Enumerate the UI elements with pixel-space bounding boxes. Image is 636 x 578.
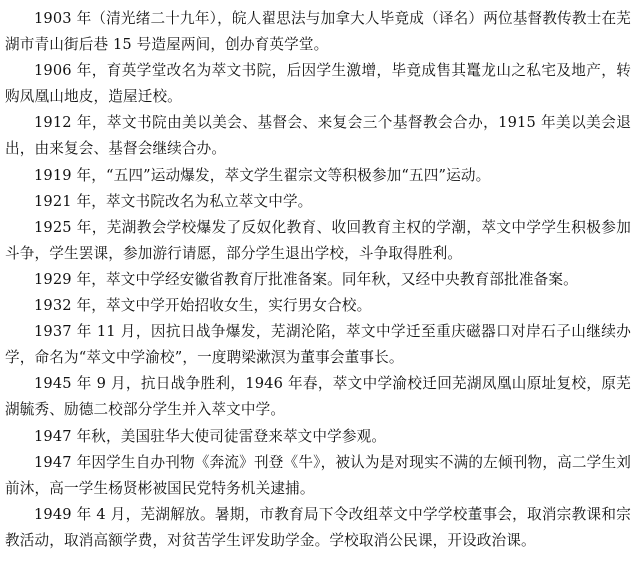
paragraph-1925: 1925 年，芜湖教会学校爆发了反奴化教育、收回教育主权的学潮，萃文中学学生积极参加斗争，学生罢课，参加游行请愿，部分学生退出学校，斗争取得胜利。 <box>5 218 631 262</box>
paragraph-1919: 1919 年，“五四”运动爆发，萃文学生翟宗文等积极参加“五四”运动。 <box>34 166 491 184</box>
paragraph-1906: 1906 年，育英学堂改名为萃文书院，后因学生激增，毕竟成售其鼍龙山之私宅及地产，转购凤凰山地皮，造屋迁校。 <box>5 62 631 106</box>
paragraph-1937: 1937 年 11 月，因抗日战争爆发，芜湖沦陷，萃文中学迁至重庆磁器口对岸石子山继续办学，命名为“萃文中学渝校”，一度聘梁漱溟为董事会董事长。 <box>5 323 631 367</box>
paragraph-1903: 1903 年（清光绪二十九年），皖人翟思法与加拿大人毕竟成（译名）两位基督教传教士在芜湖市青山街后巷 15 号造屋两间，创办育英学堂。 <box>5 10 631 54</box>
paragraph-1949: 1949 年 4 月，芜湖解放。暑期，市教育局下令改组萃文中学学校董事会，取消宗教课和宗教活动，取消高额学费，对贫苦学生评发助学金。学校取消公民课，开设政治课。 <box>5 505 631 549</box>
paragraph-1947-journal: 1947 年因学生自办刊物《奔流》刊登《牛》，被认为是对现实不满的左倾刊物，高二学生刘前沐，高一学生杨贤彬被国民党特务机关逮捕。 <box>5 453 631 497</box>
paragraph-1921: 1921 年，萃文书院改名为私立萃文中学。 <box>34 192 313 210</box>
paragraph-1932: 1932 年，萃文中学开始招收女生，实行男女合校。 <box>34 297 372 315</box>
paragraph-1929: 1929 年，萃文中学经安徽省教育厅批准备案。同年秋，又经中央教育部批准备案。 <box>34 270 578 288</box>
paragraph-1945: 1945 年 9 月，抗日战争胜利，1946 年春，萃文中学渝校迁回芜湖凤凰山原址复校，原芜湖毓秀、励德二校部分学生并入萃文中学。 <box>5 375 631 419</box>
paragraph-1912: 1912 年，萃文书院由美以美会、基督会、来复会三个基督教会合办，1915 年美以美会退出，由来复会、基督会继续合办。 <box>5 114 631 158</box>
paragraph-1947-autumn: 1947 年秋，美国驻华大使司徒雷登来萃文中学参观。 <box>34 427 387 445</box>
